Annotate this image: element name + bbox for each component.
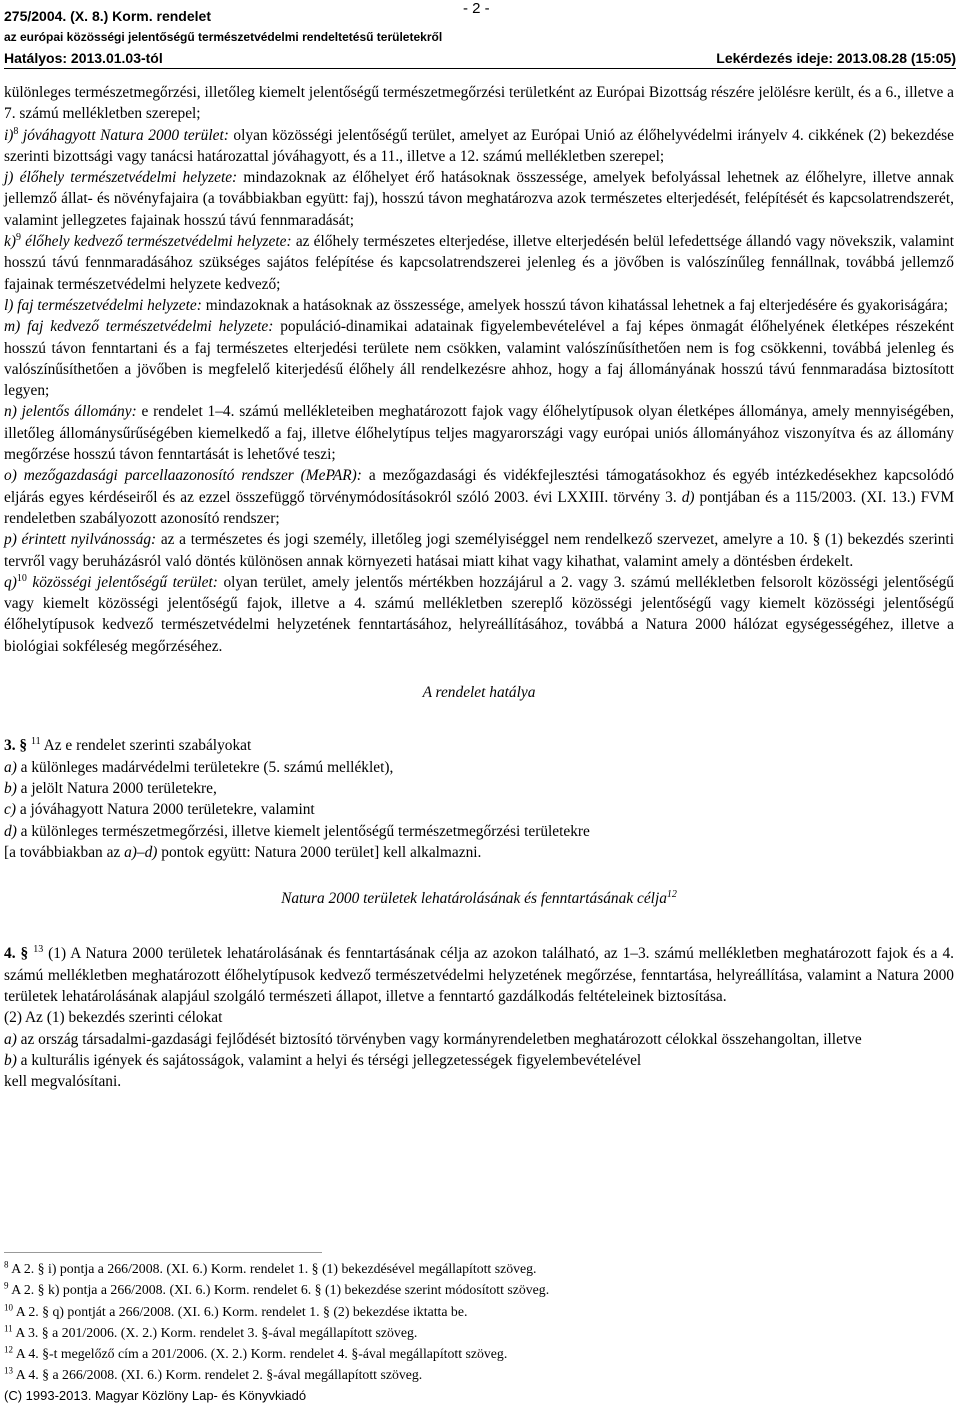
point-label: a) [4, 1030, 17, 1048]
footnote-number: 8 [4, 1259, 9, 1270]
definition-text: az élőhely természetes elterjedése, illetve elterjedésén belül lefedettsége állandó vagy növekszik, valamint hosszú távú fennmaradásához szükséges sajátos felépítése és kapcsolatrendszerei jelenleg és a jövőben is valószínűleg fennállnak, továbbá jellemző fajainak természetvédelmi helyzete kedvező; [4, 233, 955, 293]
point-i [4, 125, 954, 168]
definition-text: pontjában és a 115/2003. (XI. 13.) FVM rendeletben szabályozott azonosító rendszer; [4, 488, 955, 527]
defined-term: m) faj kedvező természetvédelmi helyzete: [4, 318, 274, 336]
item-text: a kulturális igények és sajátosságok, valamint a helyi és térségi jellegzetességek figyelembevételével [16, 1051, 642, 1069]
section-heading-2 [4, 888, 954, 909]
footnote-number: 11 [4, 1323, 13, 1334]
definition-text: mindazoknak a hatásoknak az összessége, amelyek hosszú távon kihatással lehetnek a faj elterjedésére és gyakoriságára; [201, 296, 949, 314]
point-p [4, 529, 954, 572]
query-time: Lekérdezés ideje: 2013.08.28 (15:05) [716, 50, 956, 66]
section-3-closing [4, 842, 954, 863]
footnote-ref[interactable]: 11 [30, 736, 41, 748]
section-4-end: kell megvalósítani. [4, 1073, 122, 1091]
section-4-item-b [4, 1050, 954, 1071]
footnote-text: A 2. § i) pontja a 266/2008. (XI. 6.) Korm. rendelet 1. § (1) bekezdésével megállapított szöveg. [8, 1261, 537, 1276]
header-rule [4, 68, 956, 69]
point-n [4, 401, 954, 465]
section-number: 3. § [4, 737, 28, 755]
defined-term: élőhely kedvező természetvédelmi helyzete: [20, 233, 292, 251]
section-text: (1) A Natura 2000 területek lehatárolásának és fenntartásának célja az azokon található, az 1–3. számú mellékletben meghatározott fajok és a 4. számú mellékletben meghatározott élőhelytípusok kedvező természetvédelmi helyzetének megőrzése, fenntartása, helyreállítása, valamint a Natura 2000 területek lehatárolásának alapjául szolgáló természeti állapot, illetve a fenntartó gazdálkodás feltételeinek biztosítása. [4, 945, 954, 1005]
copyright-footer: (C) 1993-2013. Magyar Közlöny Lap- és Könyvkiadó [4, 1388, 307, 1403]
defined-term: o) mezőgazdasági parcellaazonosító rendszer (MePAR): [4, 467, 362, 485]
defined-term: p) érintett nyilvánosság: [4, 531, 157, 549]
point-q [4, 572, 954, 657]
point-label: d) [4, 822, 17, 840]
defined-term: j) élőhely természetvédelmi helyzete: [4, 169, 238, 187]
footnote-number: 9 [4, 1280, 9, 1291]
footnote-number: 10 [4, 1302, 13, 1312]
footnote-number: 13 [4, 1365, 13, 1376]
defined-term: l) faj természetvédelmi helyzete: [4, 296, 202, 314]
point-label: c) [4, 801, 16, 819]
section-4-para-2: (2) Az (1) bekezdés szerinti célokat [4, 1009, 223, 1027]
point-label: i) [4, 126, 14, 144]
heading-text: Natura 2000 területek lehatárolásának és fenntartásának célja [281, 890, 667, 908]
section-4 [4, 943, 954, 1007]
document-title: 275/2004. (X. 8.) Korm. rendelet [4, 8, 211, 24]
point-m [4, 316, 954, 401]
footnote-text: A 4. § a 266/2008. (XI. 6.) Korm. rendelet 2. §-ával megállapított szöveg. [13, 1367, 423, 1383]
section-number: 4. § [4, 945, 29, 963]
defined-term: jóváhagyott Natura 2000 terület: [18, 126, 229, 144]
footnote-ref[interactable]: 9 [15, 231, 21, 243]
document-body [4, 82, 954, 1092]
section-heading: A rendelet hatálya [422, 684, 536, 702]
footnote-ref[interactable]: 12 [666, 888, 677, 900]
item-text: a különleges természetmegőrzési, illetve kiemelt jelentőségű természetmegőrzési területekre [16, 822, 590, 840]
definition-text: populáció-dinamikai adatainak figyelembevételével a faj képes önmagát élőhelyének életképes részeként hosszú távon fenntartani és a faj természetes elterjedési területe nem csökken, valamint valószínűsíthetően nem is fog csökkenni, továbbá jelenleg és valószínűsíthetően a jövőben is megfelelő kiterjedésű élőhely áll rendelkezésre ahhoz, hogy a faj állományának hosszú távú fennmaradása biztosított legyen; [4, 318, 954, 400]
point-label: q) [4, 573, 17, 591]
footnote [4, 1279, 549, 1300]
footnote [4, 1343, 549, 1364]
section-3-item-c [4, 799, 954, 820]
item-text: a jóváhagyott Natura 2000 területekre, valamint [15, 801, 315, 819]
paragraph-intro: különleges természetmegőrzési, illetőleg kiemelt jelentőségű természetmegőrzési területként az Európai Bizottság részére jelölésre került, és a 6., illetve a 7. számú mellékletben szerepel; [4, 84, 954, 123]
footnote-text: A 2. § q) pontját a 266/2008. (XI. 6.) Korm. rendelet 1. § (2) bekezdése iktatta be. [13, 1303, 468, 1319]
section-3-item-a [4, 757, 954, 778]
footnote-ref[interactable]: 10 [16, 572, 27, 584]
document-subtitle: az európai közösségi jelentőségű természetvédelmi rendeltetésű területekről [4, 30, 443, 44]
section-text: Az e rendelet szerinti szabályokat [40, 737, 252, 755]
item-text: a jelölt Natura 2000 területekre, [16, 779, 217, 797]
closing-text: pontok együtt: Natura 2000 terület] kell alkalmazni. [157, 843, 482, 861]
definition-text: az a természetes és jogi személy, illetőleg jogi személyiséggel nem rendelkező szervezet, amelyre a 10. § (1) bekezdés szerinti tervről vagy beruházásról való döntés különösen annak környezeti hatásai miatt kihat vagy kihathat, valamint amely a döntésben érdekelt. [4, 531, 954, 570]
point-ref: d) [681, 488, 695, 506]
point-o [4, 465, 954, 529]
item-text: a különleges madárvédelmi területekre (5. számú melléklet), [16, 758, 394, 776]
point-label: a) [4, 758, 17, 776]
footnote-text: A 4. §-t megelőző cím a 201/2006. (X. 2.) Korm. rendelet 4. §-ával megállapított szöveg. [13, 1346, 508, 1362]
footnote-number: 12 [4, 1344, 13, 1355]
section-3-item-d [4, 821, 954, 842]
definition-text: e rendelet 1–4. számú mellékleteiben meghatározott fajok vagy élőhelytípusok olyan életképes állománya, amely mennyiségében, illetőleg állománysűrűségében kiemelkedő a faj, illetve élőhelytípus teljes magyarországi vagy európai uniós állományához viszonyítva és az állomány megőrzése hosszú távon fenntartását is lehetővé teszi; [4, 403, 954, 464]
point-l [4, 295, 954, 316]
definition-text: olyan terület, amely jelentős mértékben hozzájárul a 2. vagy 3. számú mellékletben felsorolt közösségi jelentőségű vagy kiemelt közösségi jelentőségű fajok, illetve a 4. számú mellékletben szereplő közösségi jelentőségű vagy kiemelt közösségi jelentőségű élőhelytípusok kedvező természetvédelmi helyzetének fenntartásához, helyreállításához, továbbá a Natura 2000 hálózat egységességéhez, illetve a biológiai sokféleség megőrzéséhez. [4, 573, 954, 655]
validity-date: Hatályos: 2013.01.03-tól [4, 50, 163, 66]
page-number: - 2 - [463, 0, 490, 17]
footnote-ref[interactable]: 8 [13, 125, 19, 137]
section-4-item-a [4, 1029, 954, 1050]
point-j [4, 167, 954, 231]
footnote-text: A 2. § k) pontja a 266/2008. (XI. 6.) Korm. rendelet 6. § (1) bekezdése szerint módosított szöveg. [8, 1282, 550, 1298]
definition-text: a mezőgazdasági és vidékfejlesztési támogatásokhoz és egyéb intézkedésekhez kapcsolódó eljárás egyes kérdéseiről és az ezzel összefüggő törvénymódosításokról szóló 2003. évi LXXIII. törvény 3. [4, 467, 954, 506]
footnotes [4, 1258, 549, 1386]
item-text: az ország társadalmi-gazdasági fejlődését biztosító törvényben vagy kormányrendeletben meghatározott célokkal összehangoltan, illetve [16, 1030, 862, 1048]
point-range: a)–d) [124, 843, 158, 861]
point-label: b) [4, 1051, 17, 1069]
definition-text: olyan közösségi jelentőségű terület, amelyet az Európai Unió az élőhelyvédelmi irányelv 4. cikkének (2) bekezdése szerinti bizottsági vagy tanácsi határozattal jóváhagyott, és a 11., illetve a 12. számú mellékletben szerepel; [4, 126, 954, 165]
section-3-item-b [4, 778, 954, 799]
footnote [4, 1258, 549, 1279]
point-k [4, 231, 954, 295]
defined-term: n) jelentős állomány: [4, 403, 137, 421]
point-label: b) [4, 779, 17, 797]
footnote [4, 1322, 549, 1343]
footnote-text: A 3. § a 201/2006. (X. 2.) Korm. rendelet 3. §-ával megállapított szöveg. [12, 1324, 418, 1340]
footnote [4, 1364, 549, 1385]
closing-text: [a továbbiakban az [4, 843, 125, 861]
defined-term: közösségi jelentőségű terület: [26, 573, 218, 591]
footnote-rule [4, 1252, 322, 1253]
footnote [4, 1301, 549, 1322]
section-3 [4, 735, 954, 756]
footnote-ref[interactable]: 13 [33, 944, 44, 956]
definition-text: mindazoknak az élőhelyet érő hatásoknak összessége, amelyek befolyással lehetnek az élőhelyre, illetve annak jellemző állat- és növényfajaira (a továbbiakban együtt: faj), hosszú távon meghatározva azok természetes elterjedését, felépítését és kapcsolatrendszerét, valamint jellegzetes fajainak hosszú távú fennmaradását; [4, 169, 954, 229]
point-label: k) [4, 233, 16, 251]
